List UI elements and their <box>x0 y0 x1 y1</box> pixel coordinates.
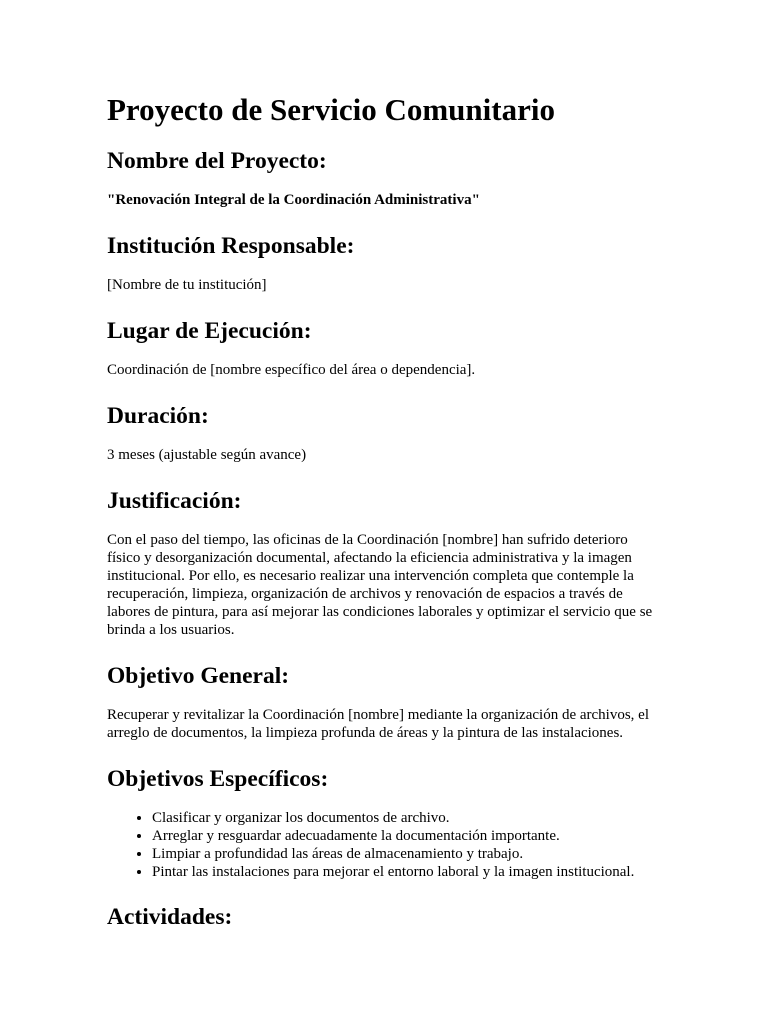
duration-text: 3 meses (ajustable según avance) <box>107 447 307 463</box>
project-name-text: "Renovación Integral de la Coordinación Administrativa" <box>107 192 480 208</box>
heading-lugar: Lugar de Ejecución: <box>107 318 312 344</box>
heading-institucion: Institución Responsable: <box>107 233 355 259</box>
document-title: Proyecto de Servicio Comunitario <box>107 92 555 127</box>
list-item: • Limpiar a profundidad las áreas de almacenamiento y trabajo. <box>152 845 660 863</box>
heading-justificacion: Justificación: <box>107 488 242 514</box>
specific-objectives-list <box>107 809 660 881</box>
heading-objetivo-general: Objetivo General: <box>107 663 290 689</box>
institution-text: [Nombre de tu institución] <box>107 277 267 293</box>
heading-objetivos-especificos: Objetivos Específicos: <box>107 766 329 792</box>
heading-duracion: Duración: <box>107 403 209 429</box>
heading-actividades: Actividades: <box>107 904 233 930</box>
list-item: • Pintar las instalaciones para mejorar el entorno laboral y la imagen institucional. <box>152 863 660 881</box>
general-objective-text: Recuperar y revitalizar la Coordinación [nombre] mediante la organización de archivos, el arreglo de documentos, la limpieza profunda de áreas y la pintura de las instalaciones. <box>107 707 649 741</box>
list-item: • Arreglar y resguardar adecuadamente la documentación importante. <box>152 827 660 845</box>
justification-text: Con el paso del tiempo, las oficinas de la Coordinación [nombre] han sufrido deterioro físico y desorganización documental, afectando la eficiencia administrativa y la imagen institucional. Por ello, es necesario realizar una intervención completa que contemple la recuperación, limpieza, organización de archivos y renovación de espacios a través de labores de pintura, para así mejorar las condiciones laborales y optimizar el servicio que se brinda a los usuarios. <box>107 532 653 638</box>
list-item: • Clasificar y organizar los documentos de archivo. <box>152 809 660 827</box>
location-text: Coordinación de [nombre específico del área o dependencia]. <box>107 362 476 378</box>
heading-nombre-proyecto: Nombre del Proyecto: <box>107 148 327 174</box>
